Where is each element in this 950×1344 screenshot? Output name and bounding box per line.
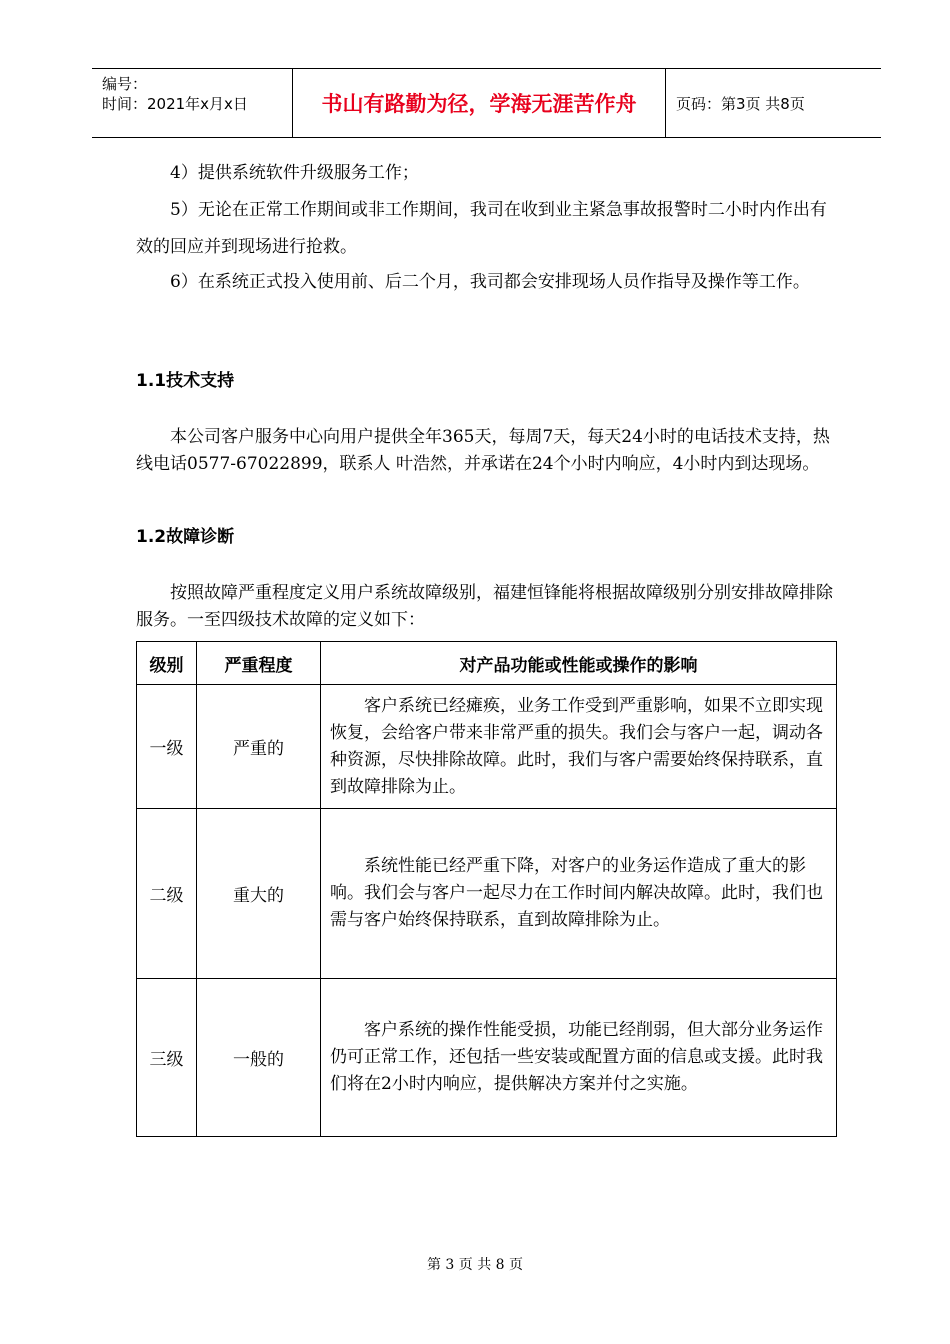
table-row — [137, 809, 837, 979]
page-footer: 第 3 页 共 8 页 — [426, 1257, 524, 1273]
header-meta-cell — [92, 69, 293, 137]
impact-cell — [321, 809, 837, 979]
column-header-severity: 严重程度 — [197, 642, 321, 685]
section-heading-technical-support: 1.1技术支持 — [136, 371, 235, 391]
paragraph-item-5: 5）无论在正常工作期间或非工作期间，我司在收到业主紧急事故报警时二小时内作出有效的回应并到现场进行抢救。 — [136, 200, 827, 257]
table-row — [137, 979, 837, 1137]
header-page-code: 页码：第3页 共8页 — [676, 94, 805, 113]
technical-support-body: 本公司客户服务中心向用户提供全年365天，每周7天，每天24小时的电话技术支持，热线电话0577-67022899，联系人 叶浩然，并承诺在24个小时内响应，4小时内到达现场。 — [136, 427, 830, 474]
impact-cell — [321, 979, 837, 1137]
impact-text: 系统性能已经严重下降，对客户的业务运作造成了重大的影响。我们会与客户一起尽力在工作时间内解决故障。此时，我们也需与客户始终保持联系，直到故障排除为止。 — [330, 856, 823, 930]
column-header-level: 级别 — [137, 642, 197, 685]
header-page-cell — [666, 69, 881, 137]
fault-level-table — [136, 641, 837, 1137]
document-time-label: 时间：2021年x月x日 — [102, 95, 248, 113]
table-row — [137, 685, 837, 809]
level-cell: 一级 — [137, 685, 197, 809]
paragraph-item-6: 6）在系统正式投入使用前、后二个月，我司都会安排现场人员作指导及操作等工作。 — [170, 272, 810, 292]
impact-text: 客户系统的操作性能受损，功能已经削弱，但大部分业务运作仍可正常工作，还包括一些安装或配置方面的信息或支援。此时我们将在2小时内响应，提供解决方案并付之实施。 — [330, 1020, 823, 1094]
paragraph-item-4: 4）提供系统软件升级服务工作； — [170, 163, 419, 183]
table-header-row — [137, 642, 837, 685]
header-slogan: 书山有路勤为径，学海无涯苦作舟 — [321, 92, 637, 116]
level-cell: 三级 — [137, 979, 197, 1137]
severity-cell: 一般的 — [197, 979, 321, 1137]
column-header-impact: 对产品功能或性能或操作的影响 — [321, 642, 837, 685]
section-heading-fault-diagnosis: 1.2故障诊断 — [136, 527, 235, 547]
header-slogan-cell — [293, 69, 666, 137]
level-cell: 二级 — [137, 809, 197, 979]
severity-cell: 严重的 — [197, 685, 321, 809]
fault-diagnosis-body: 按照故障严重程度定义用户系统故障级别，福建恒锋能将根据故障级别分别安排故障排除服务。一至四级技术故障的定义如下： — [136, 583, 833, 630]
impact-text: 客户系统已经瘫痪，业务工作受到严重影响，如果不立即实现恢复，会给客户带来非常严重的损失。我们会与客户一起，调动各种资源，尽快排除故障。此时，我们与客户需要始终保持联系，直到故障排除为止。 — [330, 695, 823, 797]
severity-cell: 重大的 — [197, 809, 321, 979]
impact-cell — [321, 685, 837, 809]
page-header — [92, 68, 881, 138]
document-number-label: 编号： — [102, 75, 148, 93]
